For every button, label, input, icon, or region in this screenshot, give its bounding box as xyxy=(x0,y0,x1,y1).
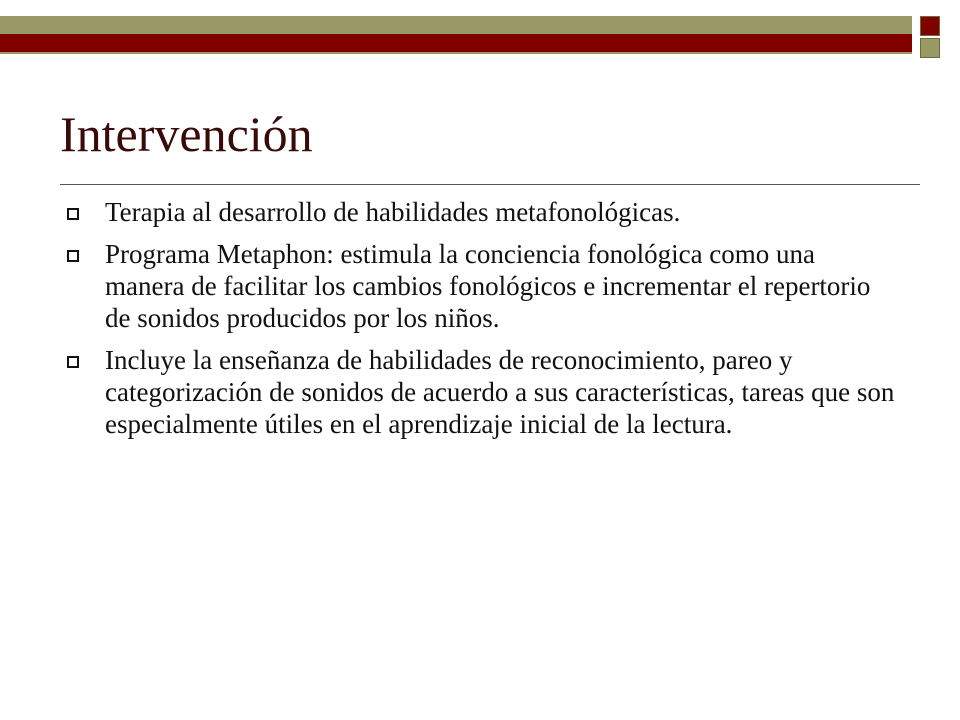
bullet-item xyxy=(60,196,900,228)
bullet-text: Programa Metaphon: estimula la conciencia fonológica como una manera de facilitar los cambios fonológicos e incrementar el repertorio de sonidos producidos por los niños. xyxy=(105,239,871,333)
slide-title: Intervención xyxy=(60,106,313,162)
corner-red-square xyxy=(920,16,940,36)
header-red-stripe xyxy=(0,34,912,52)
hollow-square-bullet-icon xyxy=(67,250,79,262)
hollow-square-bullet-icon xyxy=(67,208,79,220)
bullet-item xyxy=(60,344,900,440)
header-olive-stripe-bottom xyxy=(0,52,912,54)
bullet-text: Incluye la enseñanza de habilidades de reconocimiento, pareo y categorización de sonidos de acuerdo a sus características, tareas que son especialmente útiles en el aprendizaje inicial de la lectura. xyxy=(105,345,895,439)
corner-olive-square xyxy=(920,38,940,58)
hollow-square-bullet-icon xyxy=(67,356,79,368)
title-underline-rule xyxy=(60,184,920,185)
bullet-item xyxy=(60,238,900,334)
bullet-list xyxy=(60,196,900,450)
header-olive-stripe-top xyxy=(0,16,912,34)
bullet-text: Terapia al desarrollo de habilidades metafonológicas. xyxy=(105,197,681,227)
